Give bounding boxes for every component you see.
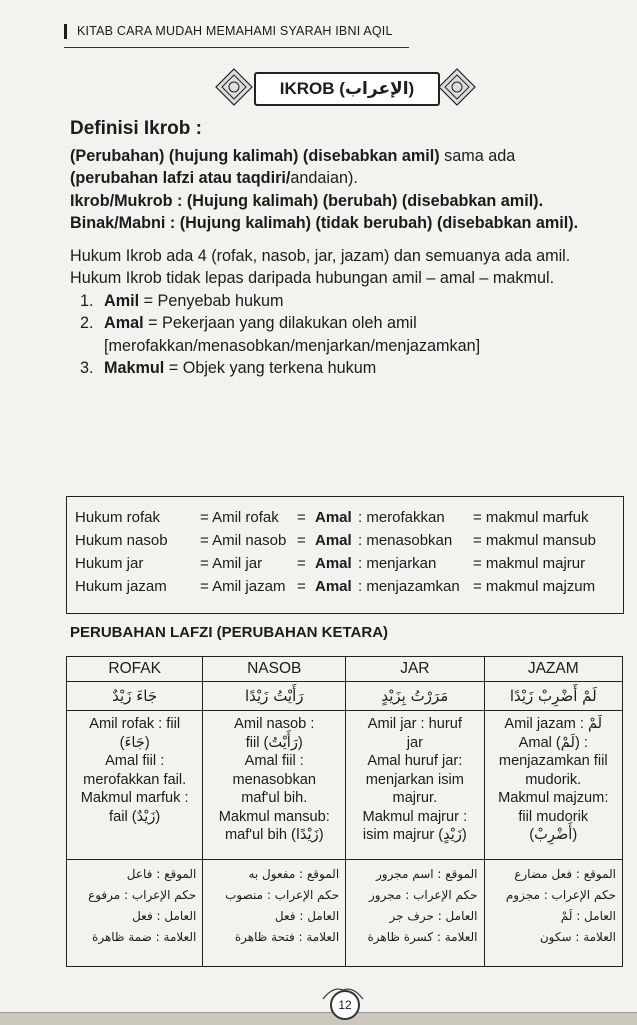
summary-box: Hukum rofak = Amil rofak = Amal : merofakkan = makmul marfuk Hukum nasob = Amil nasob = Amal : menasobkan = makmul mansub Hukum jar = Amil jar = Amal : menjarkan = makmul majrur Hukum jazam = Amil jazam = Amal : menjazamkan = makmul majzum <box>66 496 624 614</box>
definition-mabni: Binak/Mabni : (Hujung kalimah) (tidak berubah) (disebabkan amil). <box>70 214 579 232</box>
arabic-cell: الموقع : اسم مجرور حكم الإعراب : مجرور العامل : حرف جر العلامة : كسرة ظاهرة <box>346 860 484 967</box>
paragraph-hukum-2: Hukum Ikrob tidak lepas daripada hubungan amil – amal – makmul. <box>70 269 555 287</box>
table-row <box>67 711 623 860</box>
example-cell: لَمْ أَضْرِبْ زَيْدًا <box>484 682 622 711</box>
definition-line-1: (Perubahan) (hujung kalimah) (disebabkan amil) sama ada <box>70 146 516 165</box>
col-header: ROFAK <box>67 657 203 682</box>
description-cell: Amil nasob : fiil (رَأَيْتُ) Amal fiil : menasobkan maf'ul bih. Makmul mansub: maf'ul bih (زَيْدًا) <box>203 711 346 860</box>
paragraph-hukum-1: Hukum Ikrob ada 4 (rofak, nasob, jar, jazam) dan semuanya ada amil. <box>70 246 571 265</box>
example-cell: رَأَيْتُ زَيْدًا <box>203 682 346 711</box>
page-number: 12 <box>330 990 360 1020</box>
header-rule <box>64 47 409 48</box>
list-item: 2. Amal = Pekerjaan yang dilakukan oleh amil [merofakkan/menasobkan/menjarkan/menjazamkan] <box>80 314 481 355</box>
table-row <box>67 860 623 967</box>
list-item: 3. Makmul = Objek yang terkena hukum <box>80 359 377 377</box>
description-cell: Amil jazam : لَمْ Amal (لَمْ) : menjazamkan fiil mudorik. Makmul majzum: fiil mudorik (أَضْرِبْ) <box>484 711 622 860</box>
page-footer <box>0 986 637 1024</box>
col-header: NASOB <box>203 657 346 682</box>
table-header-row <box>67 657 623 682</box>
description-cell: Amil rofak : fiil (جَاءَ) Amal fiil : merofakkan fail. Makmul marfuk : fail (زَيْدٌ) <box>67 711 203 860</box>
ikrob-table <box>66 656 623 967</box>
section-title: PERUBAHAN LAFZI (PERUBAHAN KETARA) <box>70 624 389 641</box>
definition-mukrob: Ikrob/Mukrob : (Hujung kalimah) (berubah) (disebabkan amil). <box>70 191 544 210</box>
definition-heading: Definisi Ikrob : <box>70 118 202 139</box>
arabic-cell: الموقع : فاعل حكم الإعراب : مرفوع العامل : فعل العلامة : ضمة ظاهرة <box>67 860 203 967</box>
header-bar <box>64 24 67 39</box>
definition-line-2: (perubahan lafzi atau taqdiri/andaian). <box>70 169 358 187</box>
page-title: IKROB (الإعراب) <box>254 72 440 106</box>
amil-list <box>70 290 622 380</box>
ornament-right-icon <box>437 68 477 106</box>
main-content <box>70 118 622 380</box>
example-cell: مَرَرْتُ بِزَيْدٍ <box>346 682 484 711</box>
running-title: KITAB CARA MUDAH MEMAHAMI SYARAH IBNI AQIL <box>77 24 393 38</box>
ornament-left-icon <box>214 68 254 106</box>
col-header: JAZAM <box>484 657 622 682</box>
running-header <box>64 24 637 39</box>
col-header: JAR <box>346 657 484 682</box>
description-cell: Amil jar : huruf jar Amal huruf jar: menjarkan isim majrur. Makmul majrur : isim majrur (زَيْدٍ) <box>346 711 484 860</box>
list-item: 1. Amil = Penyebab hukum <box>80 291 284 310</box>
title-banner <box>214 68 477 106</box>
table-row <box>67 682 623 711</box>
example-cell: جَاءَ زَيْدٌ <box>67 682 203 711</box>
footer-band <box>0 1012 637 1025</box>
arabic-cell: الموقع : مفعول به حكم الإعراب : منصوب العامل : فعل العلامة : فتحة ظاهرة <box>203 860 346 967</box>
arabic-cell: الموقع : فعل مضارع حكم الإعراب : مجزوم العامل : لَمْ العلامة : سكون <box>484 860 622 967</box>
